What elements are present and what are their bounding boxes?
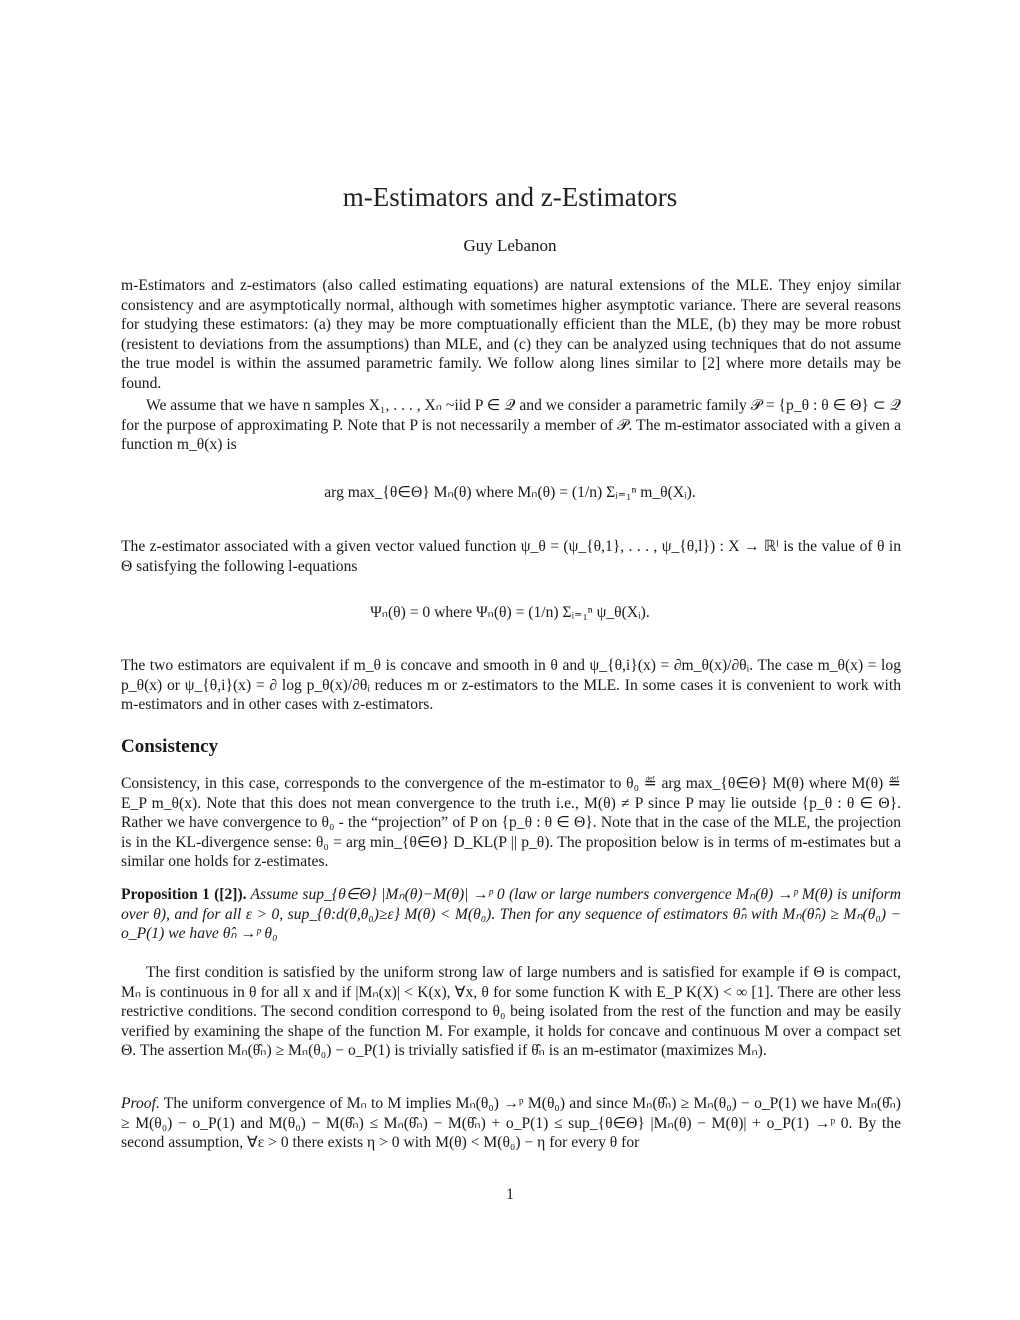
consistency-paragraph: Consistency, in this case, corresponds to the convergence of the m-estimator to θ₀ ≝ arg max_{θ∈Θ} M(θ) where M(θ) ≝ E_P m_θ(x). Note that this does not mean convergence to the truth i.e., M(θ) ≠ P since P may lie outside {p_θ : θ ∈ Θ}. Rather we have convergence to θ₀ - the “projection” of P on {p_θ : θ ∈ Θ}. Note that in the case of the MLE, the projection is in the KL-divergence sense: θ₀ = arg min_{θ∈Θ} D_KL(P || p_θ). The proposition below is in terms of m-estimates but a similar one holds for z-estimates. (121, 775, 901, 870)
proof-block (121, 1094, 901, 1153)
abstract-paragraph: m-Estimators and z-estimators (also called estimating equations) are natural extensions of the MLE. They enjoy similar consistency and are asymptotically normal, although with sometimes higher asymptotic variance. There are several reasons for studying these estimators: (a) they may be more comptuationally efficient than the MLE, (b) they may be more robust (resistent to deviations from the assumptions) than MLE, and (c) they can be analyzed using techniques that do not assume the true model is within the assumed parametric family. We follow along lines similar to [2] where more details may be found. (121, 277, 901, 392)
equation-z-estimator: Ψₙ(θ) = 0 where Ψₙ(θ) = (1/n) Σᵢ₌₁ⁿ ψ_θ(Xᵢ). (370, 604, 650, 621)
setup-paragraph: We assume that we have n samples X₁, . . . , Xₙ ~iid P ∈ 𝒬 and we consider a parametric family 𝒫 = {p_θ : θ ∈ Θ} ⊂ 𝒬 for the purpose of approximating P. Note that P is not necessarily a member of 𝒫. The m-estimator associated with a given a function m_θ(x) is (121, 397, 901, 453)
proposition-block (121, 885, 901, 944)
page-number: 1 (506, 1186, 514, 1203)
section-heading-consistency: Consistency (121, 736, 219, 757)
discussion-paragraph: The first condition is satisfied by the uniform strong law of large numbers and is satisfied for example if Θ is compact, Mₙ is continuous in θ for all x and if |Mₙ(x)| < K(x), ∀x, θ for some function K with E_P K(X) < ∞ [1]. There are other less restrictive conditions. The second condition correspond to θ₀ being isolated from the rest of the function and may be easily verified by examining the shape of the function M. For example, it holds for concave and continuous M over a compact set Θ. The assertion Mₙ(θ̂ₙ) ≥ Mₙ(θ₀) − o_P(1) is trivially satisfied if θ̂ₙ is an m-estimator (maximizes Mₙ). (121, 964, 901, 1059)
paper-title: m-Estimators and z-Estimators (342, 182, 678, 212)
proposition-text: Assume sup_{θ∈Θ} |Mₙ(θ)−M(θ)| →ᵖ 0 (law or large numbers convergence Mₙ(θ) →ᵖ M(θ) is uniform over θ), and for all ε > 0, sup_{θ:d(θ,θ₀)≥ε} M(θ) < M(θ₀). Then for any sequence of estimators θ̂ₙ with Mₙ(θ̂ₙ) ≥ Mₙ(θ₀) − o_P(1) we have θ̂ₙ →ᵖ θ₀ (121, 886, 902, 942)
proof-text: The uniform convergence of Mₙ to M implies Mₙ(θ₀) →ᵖ M(θ₀) and since Mₙ(θ̂ₙ) ≥ Mₙ(θ₀) − o_P(1) we have Mₙ(θ̂ₙ) ≥ M(θ₀) − o_P(1) and M(θ₀) − M(θ̂ₙ) ≤ Mₙ(θ̂ₙ) − M(θ̂ₙ) + o_P(1) ≤ sup_{θ∈Θ} |Mₙ(θ) − M(θ)| + o_P(1) →ᵖ 0. By the second assumption, ∀ε > 0 there exists η > 0 with M(θ) < M(θ₀) − η for every θ for (121, 1095, 901, 1151)
proposition-label: Proposition 1 ([2]). (121, 886, 247, 903)
paper-author: Guy Lebanon (463, 236, 557, 255)
proof-label: Proof. (121, 1095, 160, 1112)
z-estimator-paragraph: The z-estimator associated with a given vector valued function ψ_θ = (ψ_{θ,1}, . . . , ψ_{θ,l}) : X → ℝˡ is the value of θ in Θ satisfying the following l-equations (121, 538, 901, 575)
equation-m-estimator: arg max_{θ∈Θ} Mₙ(θ) where Mₙ(θ) = (1/n) Σᵢ₌₁ⁿ m_θ(Xᵢ). (324, 484, 696, 501)
equivalence-paragraph: The two estimators are equivalent if m_θ is concave and smooth in θ and ψ_{θ,i}(x) = ∂m_θ(x)/∂θᵢ. The case m_θ(x) = log p_θ(x) or ψ_{θ,i}(x) = ∂ log p_θ(x)/∂θᵢ reduces m or z-estimators to the MLE. In some cases it is convenient to work with m-estimators and in other cases with z-estimators. (121, 657, 901, 713)
